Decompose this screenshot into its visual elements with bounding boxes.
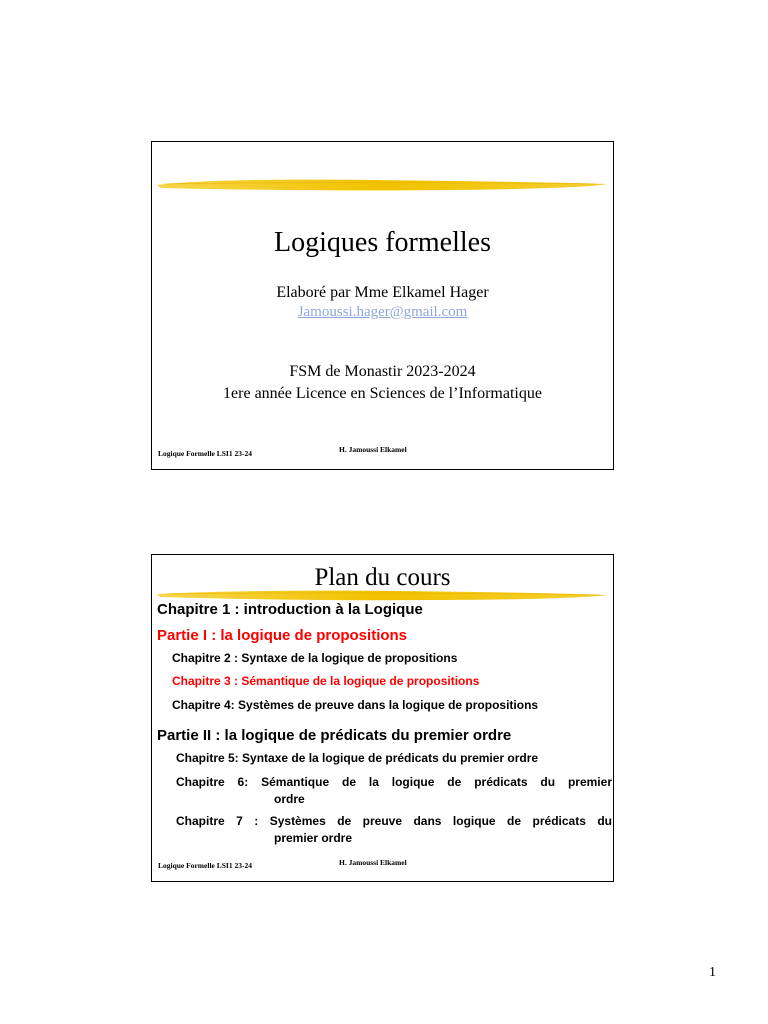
chapter-2-item: Chapitre 2 : Syntaxe de la logique de propositions (172, 651, 458, 665)
slide-title (151, 141, 614, 470)
part-1-heading: Partie I : la logique de propositions (157, 627, 408, 644)
chapter-4-item: Chapitre 4: Systèmes de preuve dans la logique de propositions (172, 698, 539, 712)
chapter-5-item: Chapitre 5: Syntaxe de la logique de prédicats du premier ordre (176, 751, 539, 765)
author-line: Elaboré par Mme Elkamel Hager (276, 284, 489, 301)
chapter-3-item: Chapitre 3 : Sémantique de la logique de propositions (172, 674, 480, 688)
chapter-7-item (176, 813, 612, 847)
institution-line: FSM de Monastir 2023-2024 (289, 363, 476, 380)
presentation-title: Logiques formelles (274, 227, 491, 258)
slide-footer-author: H. Jamoussi Elkamel (339, 445, 407, 454)
slide-footer-course: Logique Formelle LSI1 23-24 (158, 449, 252, 458)
chapter-7-line-2: premier ordre (274, 831, 353, 845)
page-number: 1 (709, 965, 716, 980)
slide-plan (151, 554, 614, 882)
chapter-1-item: Chapitre 1 : introduction à la Logique (157, 601, 423, 618)
slide-heading: Plan du cours (314, 564, 451, 591)
chapter-7-line-1: Chapitre 7 : Systèmes de preuve dans logique de prédicats du (176, 814, 612, 828)
chapter-6-line-2: ordre (274, 792, 305, 806)
chapter-6-line-1: Chapitre 6: Sémantique de la logique de prédicats du premier (176, 775, 612, 789)
yellow-brush-stroke (155, 176, 610, 194)
slide-footer-author: H. Jamoussi Elkamel (339, 858, 407, 867)
part-2-heading: Partie II : la logique de prédicats du premier ordre (157, 727, 512, 744)
chapter-6-item (176, 774, 612, 808)
level-line: 1ere année Licence en Sciences de l’Informatique (223, 385, 542, 402)
author-email-link[interactable]: Jamoussi.hager@gmail.com (297, 304, 468, 320)
slide-footer-course: Logique Formelle LSI1 23-24 (158, 861, 252, 870)
